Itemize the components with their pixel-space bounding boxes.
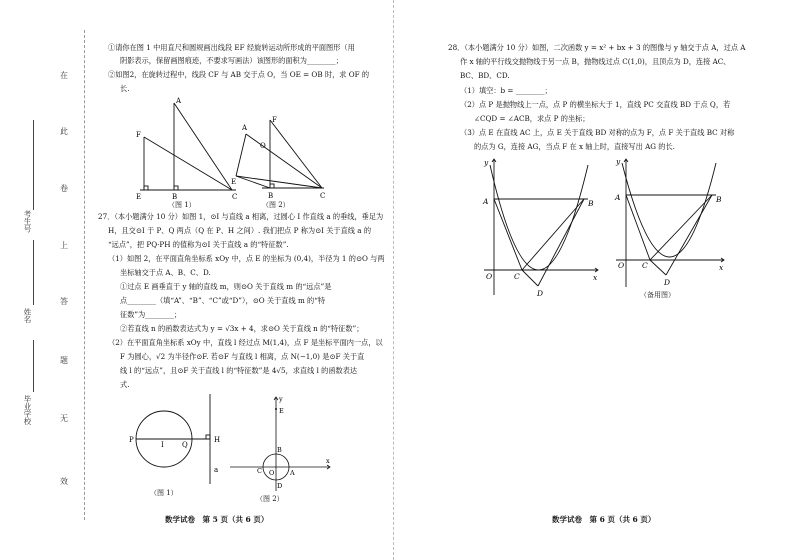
q27-line: 27．（本小题满分 10 分）如图 1，⊙I 与直线 a 相离，过圆心 I 作直线 a 的垂线，垂足为 xyxy=(98,212,384,221)
field-school: 毕业学校 xyxy=(23,395,32,425)
q26-line: ②如图2，在旋转过程中，线段 CF 与 AB 交于点 O，当 OE = OB 时，求 OF 的 xyxy=(108,70,370,79)
label-x: x xyxy=(326,457,330,465)
label-C: C xyxy=(320,192,326,200)
q26-line: 阴影表示，保留画图痕迹，不要求写画法）该图形的面积为________； xyxy=(120,56,343,65)
label-B: B xyxy=(172,193,178,201)
q27-line: F 为圆心，√2 为半径作⊙F. 若⊙F 与直线 l 相离，点 N(−1,0) 是⊙F 关于直 xyxy=(120,352,365,361)
seal-char: 题 xyxy=(60,356,68,365)
q27-line: “远点”，把 PQ·PH 的值称为⊙I 关于直线 a 的“特征数”. xyxy=(108,240,289,249)
label-C: C xyxy=(642,261,648,270)
label-D: D xyxy=(664,278,671,287)
q27-line: 式. xyxy=(120,380,130,389)
seal-char: 卷 xyxy=(60,184,68,193)
q27-line: H，且交⊙I 于 P、Q 两点（Q 在 P、H 之间）. 我们把点 P 称为⊙I 关于直线 a 的 xyxy=(108,226,372,235)
q27-line: 征数”为________； xyxy=(120,310,182,319)
label-B: B xyxy=(277,446,282,454)
label-O: O xyxy=(269,469,275,477)
field-line xyxy=(33,120,34,210)
q28-line: （2）点 P 是抛物线上一点，点 P 的横坐标大于 1，直线 PC 交直线 BD 于点 Q，若 xyxy=(460,100,731,109)
q28-line: 28．（本小题满分 10 分）如图，二次函数 y = x² + bx + 3 的图像与 y 轴交于点 A，过点 A xyxy=(448,43,746,52)
q27-line: ①过点 E 画垂直于 y 轴的直线 m，则⊙O 关于直线 m 的“远点”是 xyxy=(120,282,332,291)
q26-figure-1 xyxy=(132,95,242,207)
field-line xyxy=(33,240,34,305)
label-A: A xyxy=(176,97,182,105)
label-E: E xyxy=(136,193,142,201)
q26-line: 长. xyxy=(120,84,130,93)
seal-char: 答 xyxy=(60,297,68,306)
label-E: E xyxy=(279,407,284,415)
label-D: D xyxy=(277,482,283,490)
q27-line: 点________（填“A”、“B”、“C”或“D”），⊙O 关于直线 m 的“特 xyxy=(120,296,326,305)
q26-fig1-caption: （图 1） xyxy=(168,201,196,209)
label-B: B xyxy=(268,192,274,200)
label-F: F xyxy=(136,131,141,139)
label-x: x xyxy=(593,273,598,282)
field-exam-number: 考生号 xyxy=(23,210,32,233)
label-I: I xyxy=(161,441,164,449)
seal-char: 效 xyxy=(60,477,68,486)
q26-fig2-caption: （图 2） xyxy=(262,201,290,209)
q27-fig1-caption: （图 1） xyxy=(150,489,178,497)
binding-line xyxy=(84,30,85,520)
label-O: O xyxy=(486,272,493,281)
label-B: B xyxy=(588,199,594,208)
q26-line: ①请你在图 1 中用直尺和圆规画出线段 EF 经旋转运动所形成的平面图形（用 xyxy=(108,43,355,52)
label-O: O xyxy=(618,261,625,270)
q27-line: （2）在平面直角坐标系 xOy 中，直线 l 经过点 M(1,4)，点 F 是坐标平面内一点，以 xyxy=(108,338,383,347)
q28-figure-spare xyxy=(612,155,732,290)
label-F: F xyxy=(272,116,277,124)
q27-line: 线 l 的“远点”，且⊙F 关于直线 l 的“特征数”是 4√5，求直线 l 的函数表达 xyxy=(120,366,358,375)
seal-char: 此 xyxy=(60,127,68,136)
q28-line: BC、BD、CD. xyxy=(460,71,510,80)
label-a: a xyxy=(214,466,219,474)
binding-margin xyxy=(0,0,100,560)
label-A: A xyxy=(483,197,489,206)
label-P: P xyxy=(129,436,134,444)
seal-char: 无 xyxy=(60,414,68,423)
label-y: y xyxy=(616,157,621,166)
label-D: D xyxy=(537,289,544,298)
q28-figure-main xyxy=(480,155,605,300)
q28-line: （1）填空：b = ________； xyxy=(460,86,552,95)
label-C: C xyxy=(232,193,238,201)
q27-fig2-caption: （图 2） xyxy=(256,495,284,503)
q28-line: 的点为 G，连接 AG，当点 F 在 x 轴上时，直接写出 AG 的长. xyxy=(474,142,675,151)
label-B: B xyxy=(716,195,722,204)
seal-char: 上 xyxy=(60,241,68,250)
label-A: A xyxy=(242,124,248,132)
label-E: E xyxy=(231,178,237,186)
page-fold xyxy=(393,0,394,560)
label-Q: Q xyxy=(182,441,188,449)
field-line xyxy=(33,340,34,392)
q28-line: ∠CQD = ∠ACB，求点 P 的坐标； xyxy=(474,114,590,123)
seal-char: 在 xyxy=(60,71,68,80)
q27-line: 坐标轴交于点 A、B、C、D. xyxy=(120,268,211,277)
label-y: y xyxy=(484,158,489,167)
label-C: C xyxy=(257,467,262,475)
left-footer: 数学试卷 第 5 页（共 6 页） xyxy=(165,515,269,524)
q28-line: 作 x 轴的平行线交抛物线于另一点 B，抛物线过点 C(1,0)，且顶点为 D，连接 AC、 xyxy=(460,57,731,66)
q27-figure-1 xyxy=(128,392,238,487)
field-name: 姓名 xyxy=(23,308,32,323)
q27-line: （1）如图 2，在平面直角坐标系 xOy 中，点 E 的坐标为 (0,4)，半径为 1 的⊙O 与两 xyxy=(108,254,385,263)
q27-figure-2 xyxy=(226,393,336,497)
label-H: H xyxy=(214,436,221,444)
q27-line: ②若直线 n 的函数表达式为 y = √3x + 4，求⊙O 关于直线 n 的“特征数”； xyxy=(120,324,364,333)
q26-figure-2 xyxy=(232,112,332,202)
label-x: x xyxy=(719,263,724,272)
label-y: y xyxy=(279,395,283,403)
right-footer: 数学试卷 第 6 页（共 6 页） xyxy=(552,515,656,524)
label-O: O xyxy=(260,142,266,150)
q28-spare-caption: （备用图） xyxy=(640,291,675,299)
label-A: A xyxy=(290,469,295,477)
q28-line: （3）点 E 在直线 AC 上，点 E 关于直线 BD 对称的点为 F，点 F 关于直线 BC 对称 xyxy=(460,128,735,137)
label-A: A xyxy=(615,193,621,202)
label-C: C xyxy=(514,272,520,281)
